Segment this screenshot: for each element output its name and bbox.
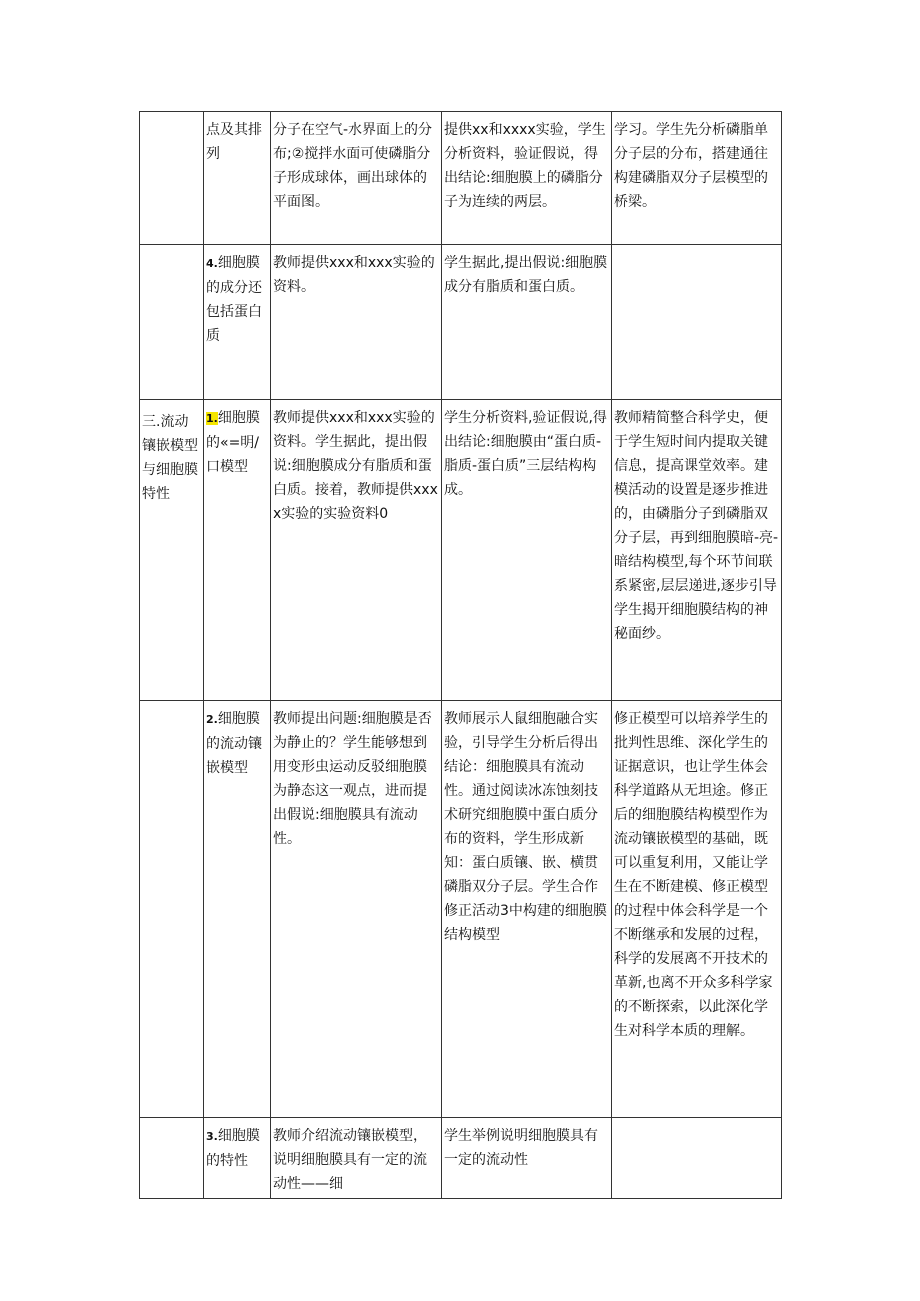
section-cell (140, 1118, 204, 1199)
topic-text: 细胞膜的特性 (206, 1128, 260, 1169)
table-row (140, 400, 782, 701)
table-row (140, 1118, 782, 1199)
table-row (140, 701, 782, 1118)
topic-cell: 点及其排列 (204, 112, 271, 245)
design-intent-cell: 教师精简整合科学史，便于学生短时间内提取关键信息，提高课堂效率。建模活动的设置是逐步推进的，由磷脂分子到磷脂双分子层，再到细胞膜暗-亮-暗结构模型,每个环节间联系紧密,层层递进,逐步引导学生揭开细胞膜结构的神秘面纱。 (612, 400, 782, 701)
teacher-activity-cell: 教师介绍流动镶嵌模型，说明细胞膜具有一定的流动性——细 (271, 1118, 442, 1199)
lesson-plan-table (139, 111, 782, 1199)
topic-number: 2. (206, 713, 218, 726)
teacher-activity-cell: 教师提供xxx和xxx实验的资料。 (271, 245, 442, 400)
topic-number: 4. (206, 257, 218, 270)
topic-text: 细胞膜的«=明/口模型 (206, 410, 260, 475)
student-activity-cell: 学生举例说明细胞膜具有一定的流动性 (442, 1118, 612, 1199)
student-activity-cell: 学生据此,提出假说:细胞膜成分有脂质和蛋白质。 (442, 245, 612, 400)
section-cell (140, 245, 204, 400)
table-row (140, 245, 782, 400)
design-intent-cell (612, 1118, 782, 1199)
teacher-activity-cell: 分子在空气-水界面上的分布;②搅拌水面可使磷脂分子形成球体，画出球体的平面图。 (271, 112, 442, 245)
design-intent-cell (612, 245, 782, 400)
design-intent-cell: 学习。学生先分析磷脂单分子层的分布，搭建通往构建磷脂双分子层模型的桥梁。 (612, 112, 782, 245)
topic-cell (204, 701, 271, 1118)
student-activity-cell: 教师展示人鼠细胞融合实验，引导学生分析后得出结论：细胞膜具有流动性。通过阅读冰冻蚀刻技术研究细胞膜中蛋白质分布的资料，学生形成新知：蛋白质镶、嵌、横贯磷脂双分子层。学生合作修正活动3中构建的细胞膜结构模型 (442, 701, 612, 1118)
topic-number: 3. (206, 1130, 218, 1143)
student-activity-cell: 提供xx和xxxx实验，学生分析资料，验证假说，得出结论:细胞膜上的磷脂分子为连续的两层。 (442, 112, 612, 245)
topic-cell (204, 400, 271, 701)
table-row (140, 112, 782, 245)
topic-cell (204, 1118, 271, 1199)
teacher-activity-cell: 教师提供xxx和xxx实验的资料。学生据此，提出假说:细胞膜成分有脂质和蛋白质。接着，教师提供xxxx实验的实验资料0 (271, 400, 442, 701)
teacher-activity-cell: 教师提出问题:细胞膜是否为静止的？学生能够想到用变形虫运动反驳细胞膜为静态这一观点，进而提出假说:细胞膜具有流动性。 (271, 701, 442, 1118)
section-cell: 三.流动镶嵌模型与细胞膜特性 (140, 400, 204, 701)
topic-text: 细胞膜的成分还包括蛋白质 (206, 255, 262, 344)
topic-number: 1. (206, 412, 218, 425)
section-cell (140, 701, 204, 1118)
topic-text: 细胞膜的流动镶嵌模型 (206, 711, 262, 776)
student-activity-cell: 学生分析资料,验证假说,得出结论:细胞膜由“蛋白质-脂质-蛋白质”三层结构构成。 (442, 400, 612, 701)
design-intent-cell: 修正模型可以培养学生的批判性思维、深化学生的证据意识，也让学生体会科学道路从无坦途。修正后的细胞膜结构模型作为流动镶嵌模型的基础，既可以重复利用，又能让学生在不断建模、修正模型的过程中体会科学是一个不断继承和发展的过程，科学的发展离不开技术的革新,也离不开众多科学家的不断探索，以此深化学生对科学本质的理解。 (612, 701, 782, 1118)
section-cell (140, 112, 204, 245)
topic-cell (204, 245, 271, 400)
